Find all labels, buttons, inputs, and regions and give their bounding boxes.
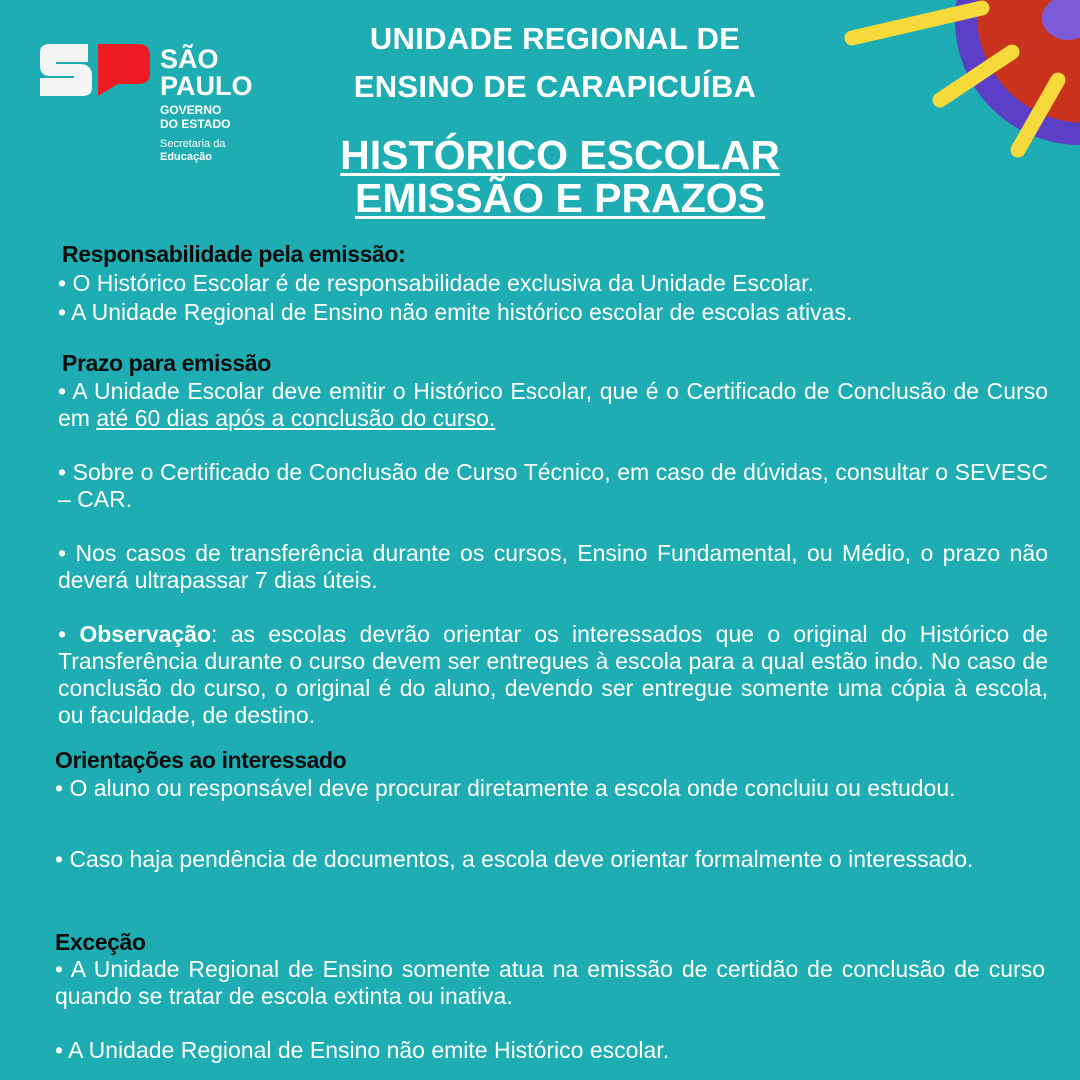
logo-secretaria: Secretaria da xyxy=(160,138,226,150)
paragraph-excecao-1: • A Unidade Regional de Ensino somente atua na emissão de certidão de conclusão de curso quando se tratar de escola extinta ou inativa. xyxy=(55,956,1045,1009)
prazo-deadline-underlined: até 60 dias após a conclusão do curso. xyxy=(96,405,496,431)
logo-sao: SÃO xyxy=(160,44,219,74)
observacao-text: : as escolas devrão orientar os interessados que o original do Histórico de Transferência durante o curso devem ser entregues à escola para a qual estão indo. No caso de conclusão do curso, o original é do aluno, devendo ser entregue somente uma cópia à escola, ou faculdade, de destino. xyxy=(58,621,1048,728)
logo-governo: GOVERNO xyxy=(160,103,222,117)
observacao-label: Observação xyxy=(79,621,212,647)
prazo-text: • A Unidade Escolar deve emitir o Histórico Escolar, que é o Certificado de Conclusão de Curso em xyxy=(58,378,1048,431)
logo-do-estado: DO ESTADO xyxy=(160,117,231,131)
paragraph-orient-1: • O aluno ou responsável deve procurar diretamente a escola onde concluiu ou estudou. xyxy=(55,775,956,801)
logo-paulo: PAULO xyxy=(160,71,253,101)
page-title-1 xyxy=(280,133,840,177)
heading-orientacoes: Orientações ao interessado xyxy=(55,747,347,773)
bullet-resp-2: • A Unidade Regional de Ensino não emite histórico escolar de escolas ativas. xyxy=(58,299,853,325)
paragraph-prazo-2: • Sobre o Certificado de Conclusão de Curso Técnico, em caso de dúvidas, consultar o SEVESC – CAR. xyxy=(58,459,1048,512)
sao-paulo-logo xyxy=(40,44,270,169)
page-title-2 xyxy=(280,176,840,220)
bullet-resp-1: • O Histórico Escolar é de responsabilidade exclusiva da Unidade Escolar. xyxy=(58,270,814,296)
heading-prazo: Prazo para emissão xyxy=(62,350,271,376)
paragraph-excecao-2: • A Unidade Regional de Ensino não emite Histórico escolar. xyxy=(55,1037,670,1063)
decorative-sprinkle-donut-icon xyxy=(830,0,1080,170)
heading-responsabilidade: Responsabilidade pela emissão: xyxy=(62,241,406,267)
header-line-1: UNIDADE REGIONAL DE xyxy=(369,21,741,56)
title-text-2: EMISSÃO E PRAZOS xyxy=(354,175,766,221)
paragraph-orient-2: • Caso haja pendência de documentos, a escola deve orientar formalmente o interessado. xyxy=(55,846,974,872)
logo-educacao: Educação xyxy=(160,151,212,163)
header-line-2: ENSINO DE CARAPICUÍBA xyxy=(353,69,757,104)
bullet: • xyxy=(58,621,80,647)
heading-excecao: Exceção xyxy=(55,929,146,955)
paragraph-prazo-1 xyxy=(58,378,1048,432)
sp-logo-icon xyxy=(40,44,152,100)
paragraph-prazo-3: • Nos casos de transferência durante os cursos, Ensino Fundamental, ou Médio, o prazo não deverá ultrapassar 7 dias úteis. xyxy=(58,540,1048,593)
paragraph-observacao xyxy=(58,621,1048,729)
title-text-1: HISTÓRICO ESCOLAR xyxy=(340,132,780,178)
